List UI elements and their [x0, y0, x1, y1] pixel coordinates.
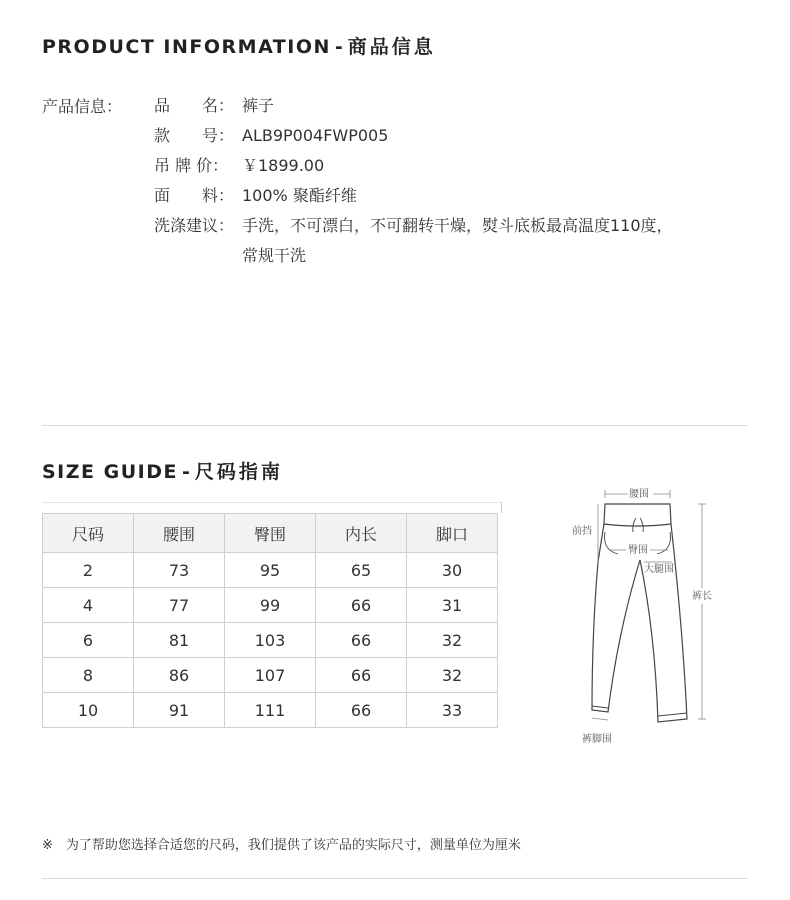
pants-diagram — [560, 482, 730, 752]
table-cell: 81 — [134, 623, 225, 658]
table-cell: 86 — [134, 658, 225, 693]
label-hem: 裤脚围 — [582, 734, 612, 745]
table-cell: 8 — [43, 658, 134, 693]
table-header: 脚口 — [407, 514, 498, 553]
section-divider — [42, 425, 748, 426]
info-row-fabric — [154, 184, 357, 208]
label-thigh: 大腿围 — [644, 564, 674, 575]
left-pocket — [605, 532, 618, 554]
info-key: 洗涤建议： — [154, 216, 235, 235]
table-cell: 77 — [134, 588, 225, 623]
hem-line — [592, 718, 608, 720]
drawstring-shape — [633, 518, 643, 532]
table-cell: 66 — [316, 623, 407, 658]
info-key: 吊 牌 价： — [154, 156, 229, 175]
table-cell: 31 — [407, 588, 498, 623]
info-value: 裤子 — [242, 96, 275, 115]
info-row-wash — [154, 214, 673, 238]
info-key: 款 号： — [154, 126, 235, 145]
table-cell: 4 — [43, 588, 134, 623]
size-table — [42, 513, 498, 728]
table-side-line — [501, 502, 502, 513]
bottom-divider — [42, 878, 748, 879]
product-info-label: 产品信息： — [42, 97, 123, 116]
waistband-shape — [604, 504, 671, 526]
size-guide-title — [42, 457, 283, 484]
table-header: 腰围 — [134, 514, 225, 553]
table-top-line — [42, 502, 502, 503]
table-cell: 65 — [316, 553, 407, 588]
table-row — [43, 588, 498, 623]
info-value: 手洗，不可漂白，不可翻转干燥，熨斗底板最高温度110度， — [242, 216, 673, 235]
table-header: 尺码 — [43, 514, 134, 553]
info-value: 100% 聚酯纤维 — [242, 186, 357, 205]
info-key: 面 料： — [154, 186, 235, 205]
table-row — [43, 693, 498, 728]
title-dash: - — [334, 36, 344, 58]
table-cell: 10 — [43, 693, 134, 728]
title-zh: 商品信息 — [347, 36, 436, 58]
label-waist: 腰围 — [629, 489, 649, 500]
table-cell: 66 — [316, 693, 407, 728]
table-cell: 73 — [134, 553, 225, 588]
label-front-rise: 前挡 — [572, 526, 592, 537]
table-header: 内长 — [316, 514, 407, 553]
table-cell: 107 — [225, 658, 316, 693]
info-value: ￥1899.00 — [242, 156, 325, 175]
footnote: ※ 为了帮助您选择合适您的尺码，我们提供了该产品的实际尺寸，测量单位为厘米 — [42, 838, 521, 853]
info-row-style-no — [154, 124, 388, 148]
info-key: 品 名： — [154, 96, 235, 115]
table-cell: 99 — [225, 588, 316, 623]
table-cell: 30 — [407, 553, 498, 588]
left-cuff — [592, 706, 608, 708]
table-row — [43, 553, 498, 588]
table-cell: 91 — [134, 693, 225, 728]
table-cell: 32 — [407, 658, 498, 693]
table-row — [43, 623, 498, 658]
title-en: PRODUCT INFORMATION — [42, 36, 331, 58]
table-cell: 111 — [225, 693, 316, 728]
info-value: ALB9P004FWP005 — [242, 126, 389, 145]
label-hip: 臀围 — [628, 545, 648, 556]
right-pocket — [657, 532, 670, 554]
info-row-name — [154, 94, 274, 118]
table-cell: 2 — [43, 553, 134, 588]
table-header-row — [43, 514, 498, 553]
right-cuff — [658, 713, 687, 716]
table-row — [43, 658, 498, 693]
title-dash: - — [181, 461, 191, 483]
title-en: SIZE GUIDE — [42, 461, 178, 483]
table-cell: 33 — [407, 693, 498, 728]
table-cell: 32 — [407, 623, 498, 658]
table-cell: 103 — [225, 623, 316, 658]
label-length: 裤长 — [692, 591, 712, 602]
table-cell: 6 — [43, 623, 134, 658]
title-zh: 尺码指南 — [194, 461, 283, 483]
table-header: 臀围 — [225, 514, 316, 553]
table-cell: 95 — [225, 553, 316, 588]
info-row-price — [154, 154, 324, 178]
wash-continued: 常规干洗 — [242, 246, 307, 265]
table-cell: 66 — [316, 588, 407, 623]
product-info-title — [42, 32, 436, 59]
table-cell: 66 — [316, 658, 407, 693]
